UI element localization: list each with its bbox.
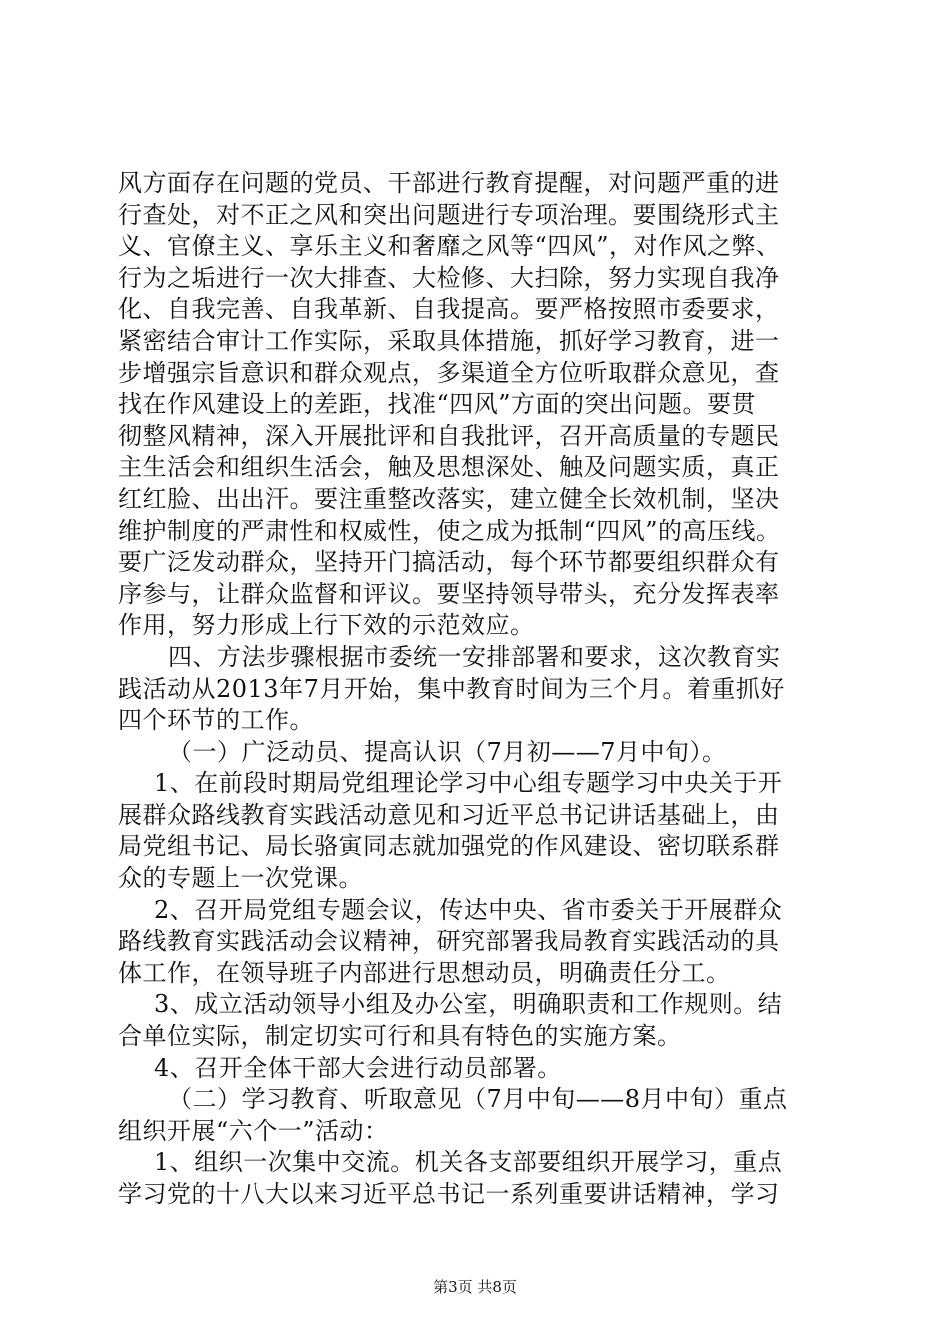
text-line: 4、召开全体干部大会进行动员部署。 — [154, 1053, 562, 1082]
text-line: 局党组书记、局长骆寅同志就加强党的作风建设、密切联系群 — [118, 832, 780, 861]
text-line: 路线教育实践活动会议精神，研究部署我局教育实践活动的具 — [118, 927, 780, 956]
text-line: 风方面存在问题的党员、干部进行教育提醒，对问题严重的进 — [118, 169, 780, 197]
text-line: 彻整风精神，深入开展批评和自我批评，召开高质量的专题民 — [118, 421, 780, 450]
text-line: 步增强宗旨意识和群众观点，多渠道全方位听取群众意见，查 — [118, 358, 780, 387]
text-line: 要广泛发动群众，坚持开门搞活动，每个环节都要组织群众有 — [118, 548, 780, 577]
text-line: 学习党的十八大以来习近平总书记一系列重要讲话精神，学习 — [118, 1180, 780, 1208]
text-line: 义、官僚主义、享乐主义和奢靡之风等“四风”，对作风之弊、 — [118, 232, 781, 261]
text-line: 合单位实际，制定切实可行和具有特色的实施方案。 — [118, 1022, 682, 1051]
document-body — [118, 168, 838, 1211]
page-number-footer: 第3页 共8页 — [433, 1278, 517, 1296]
subsection-heading-1: （一）广泛动员、提高认识（7月初——7月中旬）。 — [168, 737, 727, 766]
text-line: 紧密结合审计工作实际，采取具体措施，抓好学习教育，进一 — [118, 326, 780, 355]
text-line: 体工作，在领导班子内部进行思想动员，明确责任分工。 — [118, 958, 731, 987]
text-line: 3、成立活动领导小组及办公室，明确职责和工作规则。结 — [154, 990, 783, 1019]
section-heading-methods: 四、方法步骤根据市委统一安排部署和要求，这次教育实 — [168, 642, 781, 671]
text-line: 维护制度的严肃性和权威性，使之成为抵制“四风”的高压线。 — [118, 516, 781, 545]
text-line: 作用，努力形成上行下效的示范效应。 — [118, 611, 535, 640]
text-line: 2、召开局党组专题会议，传达中央、省市委关于开展群众 — [154, 895, 783, 924]
text-line: 众的专题上一次党课。 — [118, 864, 363, 893]
text-line: 1、组织一次集中交流。机关各支部要组织开展学习，重点 — [154, 1148, 783, 1177]
text-line: 找在作风建设上的差距，找准“四风”方面的突出问题。要贯 — [118, 390, 757, 419]
text-line: 序参与，让群众监督和评议。要坚持领导带头，充分发挥表率 — [118, 579, 780, 608]
text-line: 组织开展“六个一”活动： — [118, 1116, 389, 1145]
text-line: 四个环节的工作。 — [118, 706, 314, 735]
text-line: 化、自我完善、自我革新、自我提高。要严格按照市委要求， — [118, 295, 780, 324]
text-line: 行为之垢进行一次大排查、大检修、大扫除，努力实现自我净 — [118, 263, 780, 292]
text-line: 展群众路线教育实践活动意见和习近平总书记讲话基础上，由 — [118, 800, 780, 829]
text-line: 1、在前段时期局党组理论学习中心组专题学习中央关于开 — [154, 769, 783, 798]
text-line: 行查处，对不正之风和突出问题进行专项治理。要围绕形式主 — [118, 200, 780, 229]
subsection-heading-2: （二）学习教育、听取意见（7月中旬——8月中旬）重点 — [168, 1085, 788, 1114]
text-line: 践活动从2013年7月开始，集中教育时间为三个月。着重抓好 — [118, 674, 785, 703]
text-line: 红红脸、出出汗。要注重整改落实，建立健全长效机制，坚决 — [118, 484, 780, 513]
text-line: 主生活会和组织生活会，触及思想深处、触及问题实质，真正 — [118, 453, 780, 482]
